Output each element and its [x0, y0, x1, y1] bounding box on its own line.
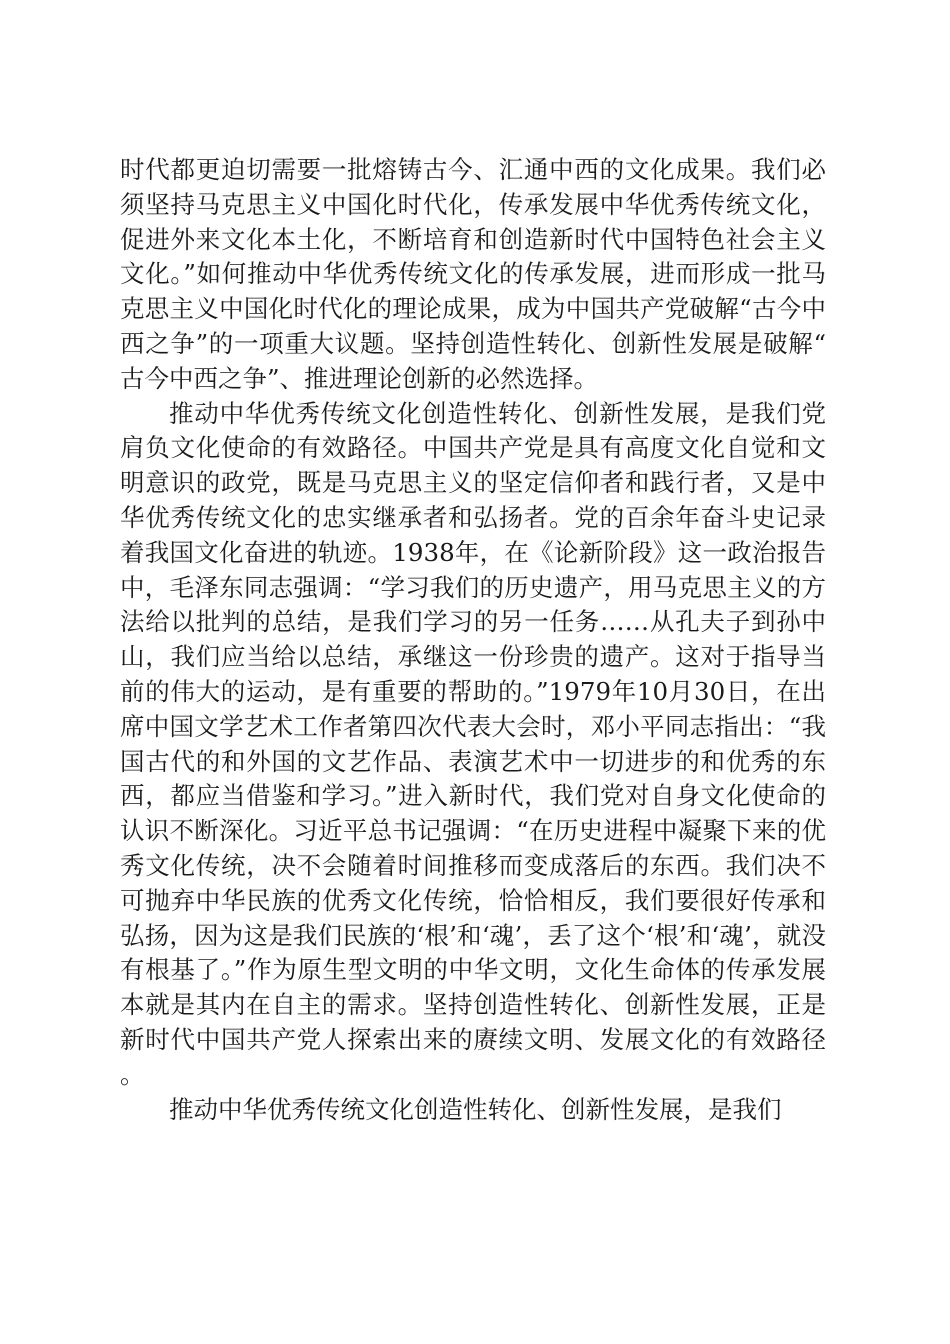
body-text	[120, 153, 826, 1127]
paragraph-1: 时代都更迫切需要一批熔铸古今、汇通中西的文化成果。我们必须坚持马克思主义中国化时代化，传承发展中华优秀传统文化，促进外来文化本土化，不断培育和创造新时代中国特色社会主义文化。”如何推动中华优秀传统文化的传承发展，进而形成一批马克思主义中国化时代化的理论成果，成为中国共产党破解“古今中西之争”的一项重大议题。坚持创造性转化、创新性发展是破解“古今中西之争”、推进理论创新的必然选择。	[120, 155, 826, 393]
paragraph-2: 推动中华优秀传统文化创造性转化、创新性发展，是我们党肩负文化使命的有效路径。中国共产党是具有高度文化自觉和文明意识的政党，既是马克思主义的坚定信仰者和践行者，又是中华优秀传统文化的忠实继承者和弘扬者。党的百余年奋斗史记录着我国文化奋进的轨迹。1938年，在《论新阶段》这一政治报告中，毛泽东同志强调：“学习我们的历史遗产，用马克思主义的方法给以批判的总结，是我们学习的另一任务……从孔夫子到孙中山，我们应当给以总结，承继这一份珍贵的遗产。这对于指导当前的伟大的运动，是有重要的帮助的。”1979年10月30日，在出席中国文学艺术工作者第四次代表大会时，邓小平同志指出：“我国古代的和外国的文艺作品、表演艺术中一切进步的和优秀的东西，都应当借鉴和学习。”进入新时代，我们党对自身文化使命的认识不断深化。习近平总书记强调：“在历史进程中凝聚下来的优秀文化传统，决不会随着时间推移而变成落后的东西。我们决不可抛弃中华民族的优秀文化传统，恰恰相反，我们要很好传承和弘扬，因为这是我们民族的‘根’和‘魂’，丢了这个‘根’和‘魂’，就没有根基了。”作为原生型文明的中华文明，文化生命体的传承发展本就是其内在自主的需求。坚持创造性转化、创新性发展，正是新时代中国共产党人探索出来的赓续文明、发展文化的有效路径。	[120, 398, 826, 1089]
paragraph-3: 推动中华优秀传统文化创造性转化、创新性发展，是我们	[169, 1094, 782, 1124]
